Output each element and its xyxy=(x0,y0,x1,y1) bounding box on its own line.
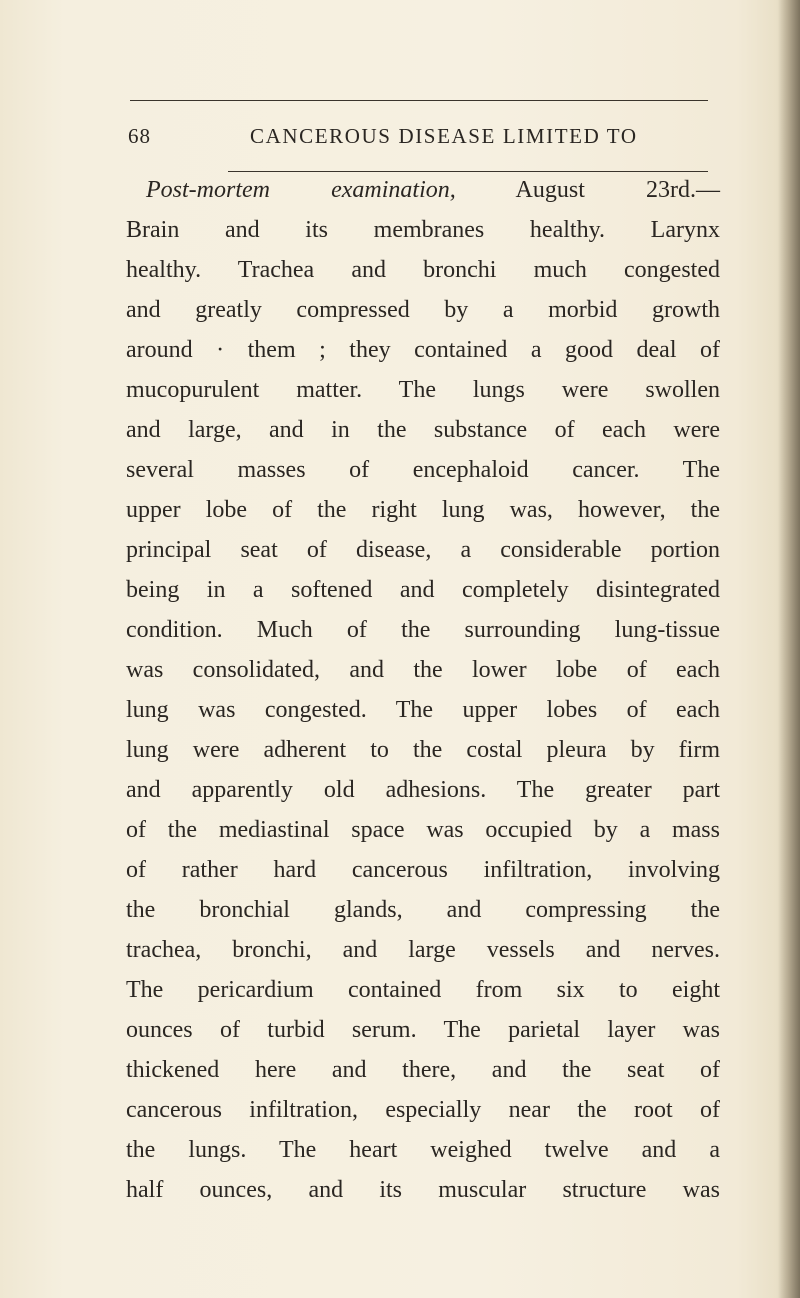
text-line: upper lobe of the right lung was, however, the xyxy=(126,497,720,523)
text-line: The pericardium contained from six to eight xyxy=(126,977,720,1003)
text-line: half ounces, and its muscular structure was xyxy=(126,1177,720,1203)
page-number: 68 xyxy=(128,124,151,148)
text-line: being in a softened and completely disintegrated xyxy=(126,577,720,603)
text-line: the lungs. The heart weighed twelve and a xyxy=(126,1137,720,1163)
text-line: and large, and in the substance of each were xyxy=(126,417,720,443)
text-line: healthy. Trachea and bronchi much congested xyxy=(126,257,720,283)
text-line: trachea, bronchi, and large vessels and nerves. xyxy=(126,937,720,963)
text-line: and apparently old adhesions. The greater part xyxy=(126,777,720,803)
top-rule xyxy=(130,100,708,101)
italic-heading: Post-mortem examination, xyxy=(146,177,456,203)
text-line: mucopurulent matter. The lungs were swollen xyxy=(126,377,720,403)
text-line: the bronchial glands, and compressing the xyxy=(126,897,720,923)
text-line: ounces of turbid serum. The parietal layer was xyxy=(126,1017,720,1043)
page-binding-shadow xyxy=(778,0,800,1298)
text-line: Post-mortem examination, August 23rd.— xyxy=(146,177,720,203)
text-line: condition. Much of the surrounding lung-tissue xyxy=(126,617,720,643)
text-line: lung were adherent to the costal pleura by firm xyxy=(126,737,720,763)
text-line: several masses of encephaloid cancer. The xyxy=(126,457,720,483)
body-paragraph xyxy=(126,170,720,1210)
text-line: of rather hard cancerous infiltration, involving xyxy=(126,857,720,883)
text-line: around · them ; they contained a good deal of xyxy=(126,337,720,363)
text-line: and greatly compressed by a morbid growth xyxy=(126,297,720,323)
text-line: cancerous infiltration, especially near the root of xyxy=(126,1097,720,1123)
text-line: of the mediastinal space was occupied by a mass xyxy=(126,817,720,843)
running-head: CANCEROUS DISEASE LIMITED TO xyxy=(250,124,638,148)
text-line: principal seat of disease, a considerable portion xyxy=(126,537,720,563)
text-line: Brain and its membranes healthy. Larynx xyxy=(126,217,720,243)
text-line: thickened here and there, and the seat of xyxy=(126,1057,720,1083)
page-header xyxy=(128,124,688,154)
text-line: lung was congested. The upper lobes of each xyxy=(126,697,720,723)
text-line: was consolidated, and the lower lobe of each xyxy=(126,657,720,683)
